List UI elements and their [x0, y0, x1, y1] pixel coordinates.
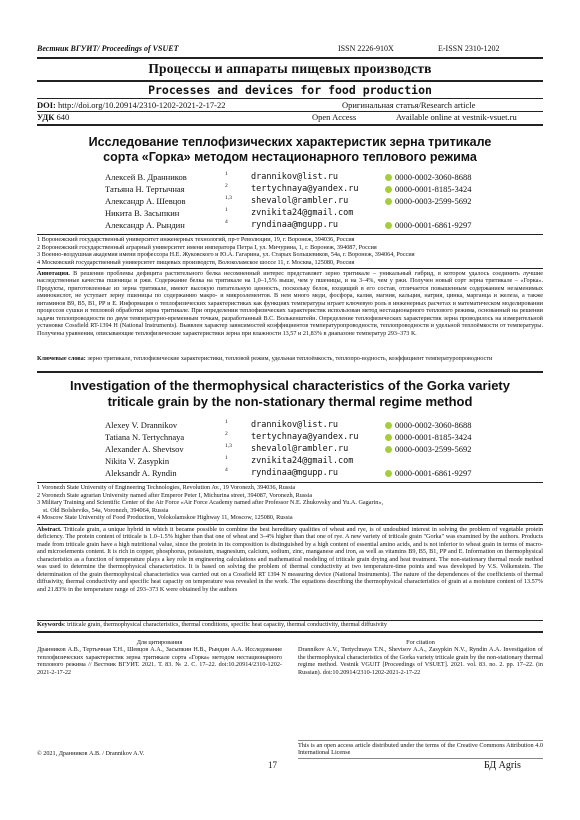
- affiliation: 1 Voronezh State University of Engineering Technologies, Revolution Av., 19 Voronezh, 394036, Russia: [37, 484, 296, 491]
- abstract-text-ru: В решении проблемы дефицита растительного белка несомненный интерес представляет зерно тритикале – уникальный гибрид, в котором удалось соединить лучшие наследственные качества пшеницы и ржи. Содержание белка на тритикале на 1,0–1,5% выше, чем у пшеницы, и на 3–4%, чем у ржи. Получен новый сорт зерна тритикале – «Горка». Продукты, приготовленные из зерна тритикале, имеют высокую питательную ценность, поскольку белок, входящий в его состав, отличается повышенным содержанием незаменимых аминокислот, не уступает зерну пшеницы по содержанию макро- и микроэлементов. В нем много меди, фосфора, калия, магния, кальция, натрия, цинка, марганца и железа, а также витаминов В9, В5, В1, РР и Е. Информация о теплофизических характеристиках как функциях температуры играет ключевую роль в инженерных расчетах и математическом моделировании процессов сушки и тепловой обработки зерна тритикале. При определении теплофизических характеристик использован метод нестационарного теплового режима, основанный на решении задачи теплопроводности по двум температурно-временным точкам, разработанный В.С. Волькенштейн. Определение теплофизических характеристик зерна проводилось на измерительной установке Cossfield RT-1394 H (National Instruments). Выявлен характер зависимостей коэффициентов температуропроводности, теплопроводности и удельной теплоёмкости от температуры. Получены уравнения, описывающие теплофизические характеристики зерна при влажности 13,57 и 21,83% в диапазоне температур 293–373 К.: [37, 270, 543, 337]
- orcid-icon: [385, 174, 392, 181]
- orcid-id: 0000-0001-6861-9297: [395, 468, 472, 478]
- author-affil-ref: 2: [225, 431, 228, 437]
- keywords-en: [37, 621, 543, 628]
- author-email-link[interactable]: drannikov@list.ru: [251, 172, 338, 182]
- orcid-id: 0000-0002-3060-8688: [395, 172, 472, 182]
- author-name: Alexey V. Drannikov: [105, 420, 178, 430]
- orcid-id: 0000-0001-8185-3424: [395, 184, 472, 194]
- author-affil-ref: 1: [225, 171, 228, 177]
- author-name: Никита В. Засыпкин: [105, 208, 180, 218]
- eissn: E-ISSN 2310-1202: [438, 44, 500, 53]
- udk-value: 640: [56, 112, 70, 122]
- author-email-link[interactable]: zvnikita24@gmail.com: [251, 456, 354, 466]
- title-ru: [37, 135, 543, 165]
- section-rule-2: [37, 98, 543, 99]
- author-affil-ref: 1,3: [225, 195, 232, 201]
- author-name: Александр А. Шевцов: [105, 196, 186, 206]
- section-title-en: Processes and devices for food production: [148, 83, 432, 97]
- author-orcid-link[interactable]: [385, 468, 472, 479]
- doi-line: DOI: http://doi.org/10.20914/2310-1202-2021-2-17-22: [37, 100, 226, 110]
- authors-rule-en: [37, 482, 543, 483]
- copyright: © 2021, Дранников А.В. / Drannikov A.V.: [37, 750, 145, 757]
- orcid-icon: [385, 186, 392, 193]
- orcid-icon: [385, 422, 392, 429]
- section-rule: [37, 80, 543, 82]
- license-box-top: [298, 740, 543, 741]
- license-text: This is an open access article distributed under the terms of the Creative Commons Attribution 4.0 International License: [298, 742, 543, 757]
- author-row: [105, 468, 525, 479]
- affiliation: st. Old Bolsheviks, 54a, Voronezh, 394064, Russia: [43, 506, 169, 514]
- page-number: 17: [268, 760, 277, 770]
- keywords-ru: [37, 355, 543, 362]
- affiliation: 4 Moscow State University of Food Production, Volokolamskoe Highway 11, Moscow, 125080, Russia: [37, 514, 293, 522]
- orcid-id: 0000-0001-6861-9297: [395, 220, 472, 230]
- author-name: Алексей В. Дранников: [105, 172, 187, 182]
- author-row: [105, 432, 525, 443]
- abstract-label-en: Abstract.: [37, 526, 62, 533]
- udk-label: УДК: [37, 112, 55, 122]
- journal-name: Вестник ВГУИТ/ Proceedings of VSUET: [37, 44, 179, 53]
- author-orcid-link[interactable]: [385, 432, 472, 443]
- open-access: Open Access: [312, 112, 357, 122]
- orcid-icon: [385, 434, 392, 441]
- affiliation: 2 Воронежский государственный аграрный университет имени императора Петра I, ул. Мичурина, 1, г. Воронеж, 394087, Россия: [37, 243, 377, 251]
- author-affil-ref: 1: [225, 419, 228, 425]
- authors-en: [105, 420, 525, 480]
- title-en-line2: triticale grain by the non-stationary thermal regime method: [107, 394, 473, 409]
- author-row: [105, 208, 525, 219]
- orcid-id: 0000-0003-2599-5692: [395, 444, 472, 454]
- title-en: [37, 378, 543, 410]
- udk-line: [37, 112, 69, 122]
- keywords-text-ru: зерно тритикале, теплофизические характеристики, тепловой режим, удельная теплоёмкость, теплопро-водность, коэффициент температуропроводности: [87, 355, 493, 362]
- author-email-link[interactable]: tertychnaya@yandex.ru: [251, 184, 359, 194]
- author-name: Aleksandr A. Ryndin: [105, 468, 177, 478]
- author-row: [105, 172, 525, 183]
- author-affil-ref: 1: [225, 207, 228, 213]
- orcid-icon: [385, 446, 392, 453]
- aff-rule-ru: [37, 268, 543, 269]
- abstract-ru: [37, 270, 543, 337]
- meta-rule-2: [37, 124, 543, 126]
- affiliation: 3 Военно-воздушная академия имени профессора Н.Е. Жуковского и Ю.А. Гагарина, ул. Старых Большевиков, 54а, г. Воронеж, 394064, Россия: [37, 251, 415, 259]
- author-email-link[interactable]: ryndinaa@mgupp.ru: [251, 468, 338, 478]
- author-row: [105, 456, 525, 467]
- title-ru-line1: Исследование теплофизических характеристик зерна тритикале: [88, 135, 492, 149]
- author-affil-ref: 2: [225, 183, 228, 189]
- authors-ru: [105, 172, 525, 232]
- author-orcid-link[interactable]: [385, 172, 472, 183]
- section-title-ru: Процессы и аппараты пищевых производств: [148, 61, 432, 76]
- author-row: [105, 184, 525, 195]
- keywords-label-ru: Ключевые слова:: [37, 355, 86, 362]
- author-email-link[interactable]: zvnikita24@gmail.com: [251, 208, 354, 218]
- author-email-link[interactable]: tertychnaya@yandex.ru: [251, 432, 359, 442]
- keywords-label-en: Keywords: [37, 621, 64, 628]
- author-name: Nikita V. Zasypkin: [105, 456, 170, 466]
- abstract-text-en: Triticale grain, a unique hybrid in which it became possible to combine the best hereditary qualities of wheat and rye, is of undoubted interest in solving the problem of vegetable protein deficiency. The protein content of triticale is 1.0–1.5% higher than that one of wheat and 3–4% higher than that one of rye. A new variety of triticale grain "Gorka" was examined by the authors. Products made from triticale grain have a high nutritional value, since the protein in its composition is distinguished by a high content of essential amino acids, and is not inferior to wheat grain in terms of macro- and microelements content. It is rich in copper, phosphorus, potassium, magnesium, calcium, sodium, zinc, manganese and iron, as well as vitamins B9, B5, B1, PP and E. Information on thermophysical characteristics as a function of temperature plays a key role in engineering calculations and mathematical modeling of triticale grain drying and heat treatment. The non-stationary thermal mode method was used to determine the thermophysical characteristics. It is based on solving the problem of thermal conductivity at two temperature-time points and was developed by V.S. Volkenstein. The determination of the grain thermophysical characteristics was carried out on a Cossfield RT 1394 N measuring device (National Instruments). The nature of the dependences of the coefficients of thermal diffusivity, thermal conductivity and specific heat capacity on temperature was revealed in the work. The equations describing the thermophysical characteristics of grain at a moisture content of 13.57% and 21.83% in the temperature range of 293–373 K were obtained by the authors: [37, 526, 544, 593]
- abstract-label-ru: Аннотация.: [37, 270, 70, 277]
- aff-rule-en: [37, 524, 543, 525]
- author-name: Tatiana N. Tertychnaya: [105, 432, 185, 442]
- author-email-link[interactable]: shevalol@rambler.ru: [251, 196, 349, 206]
- article-type: Оригинальная статья/Research article: [342, 100, 476, 110]
- author-name: Alexander A. Shevtsov: [105, 444, 184, 454]
- orcid-id: 0000-0003-2599-5692: [395, 196, 472, 206]
- orcid-icon: [385, 470, 392, 477]
- author-affil-ref: 4: [225, 467, 228, 473]
- author-orcid-link[interactable]: [385, 444, 472, 455]
- keywords-text-en: : triticale grain, thermophysical characteristics, thermal conditions, specific heat capacity, thermal conductivity, thermal diffusivity: [63, 621, 387, 628]
- author-affil-ref: 1,3: [225, 443, 232, 449]
- authors-rule-ru: [37, 234, 543, 235]
- doi-link[interactable]: http://doi.org/10.20914/2310-1202-2021-2-17-22: [58, 100, 226, 110]
- author-affil-ref: 4: [225, 219, 228, 225]
- author-name: Александр А. Рындин: [105, 220, 185, 230]
- author-row: [105, 444, 525, 455]
- author-affil-ref: 1: [225, 455, 228, 461]
- affiliation: 2 Voronezh State agrarian University named after Emperor Peter I, Michurina street, 394087, Voronezh, Russia: [37, 491, 313, 499]
- author-name: Татьяна Н. Тертычная: [105, 184, 185, 194]
- citation-ru: [37, 639, 282, 676]
- license-box-bottom: [298, 758, 543, 759]
- abstract-en: [37, 526, 543, 593]
- orcid-icon: [385, 222, 392, 229]
- author-email-link[interactable]: drannikov@list.ru: [251, 420, 338, 430]
- ru-en-separator: [37, 371, 543, 373]
- author-row: [105, 196, 525, 207]
- affiliation: 1 Воронежский государственный университет инженерных технологий, пр-т Революции, 19, г. Воронеж, 394036, Россия: [37, 236, 355, 243]
- author-row: [105, 220, 525, 231]
- author-row: [105, 420, 525, 431]
- author-orcid-link[interactable]: [385, 196, 472, 207]
- title-ru-line2: сорта «Горка» методом нестационарного теплового режима: [103, 150, 477, 164]
- issn: ISSN 2226-910X: [338, 44, 394, 53]
- author-email-link[interactable]: shevalol@rambler.ru: [251, 444, 349, 454]
- citation-en: [298, 639, 543, 676]
- title-en-line1: Investigation of the thermophysical characteristics of the Gorka variety: [70, 378, 510, 393]
- database-badge: БД Agris: [484, 760, 521, 771]
- affiliation: 3 Military Training and Scientific Center of the Air Force «Air Force Academy named after Professor N.E. Zhukovsky and Yu.A. Gagarin»,: [37, 499, 384, 507]
- citation-text-ru: Дранников А.В., Тертычная Т.Н., Шевцов А.А., Засыпкин Н.В., Рындин А.А. Исследование теплофизических характеристик зерна тритикале сорта «Горка» методом нестационарного теплового режима // Вестник ВГУИТ. 2021. Т. 83. № 2. С. 17–22. doi:10.20914/2310-1202-2021-2-17-22: [37, 646, 282, 676]
- header-rule: [37, 57, 543, 59]
- author-orcid-link[interactable]: [385, 420, 472, 431]
- affiliation: 4 Московский государственный университет пищевых производств, Волоколамское шоссе 11, г. Москва, 125080, Россия: [37, 258, 355, 266]
- available-online-link[interactable]: Available online at vestnik-vsuet.ru: [396, 112, 517, 122]
- citation-heading-ru: Для цитирования: [136, 639, 183, 646]
- orcid-id: 0000-0002-3060-8688: [395, 420, 472, 430]
- orcid-id: 0000-0001-8185-3424: [395, 432, 472, 442]
- author-orcid-link[interactable]: [385, 184, 472, 195]
- author-orcid-link[interactable]: [385, 220, 472, 231]
- keywords-rule-bottom: [37, 631, 543, 633]
- affiliations-en: [37, 484, 543, 522]
- orcid-icon: [385, 198, 392, 205]
- author-email-link[interactable]: ryndinaa@mgupp.ru: [251, 220, 338, 230]
- citation-text-en: Drannikov A.V., Tertychnaya T.N., Shevtsov A.A., Zasypkin N.V., Ryndin A.A. Investigation of the thermophysical characteristics of the Gorka variety triticale grain by the non-stationary thermal regime method. Vestnik VGUIT [Proceedings of VSUET]. 2021. vol. 83. no. 2. pp. 17–22. (in Russian). doi:10.20914/2310-1202-2021-2-17-22: [298, 646, 544, 676]
- citation-heading-en: For citation: [406, 639, 435, 646]
- affiliations-ru: [37, 236, 543, 266]
